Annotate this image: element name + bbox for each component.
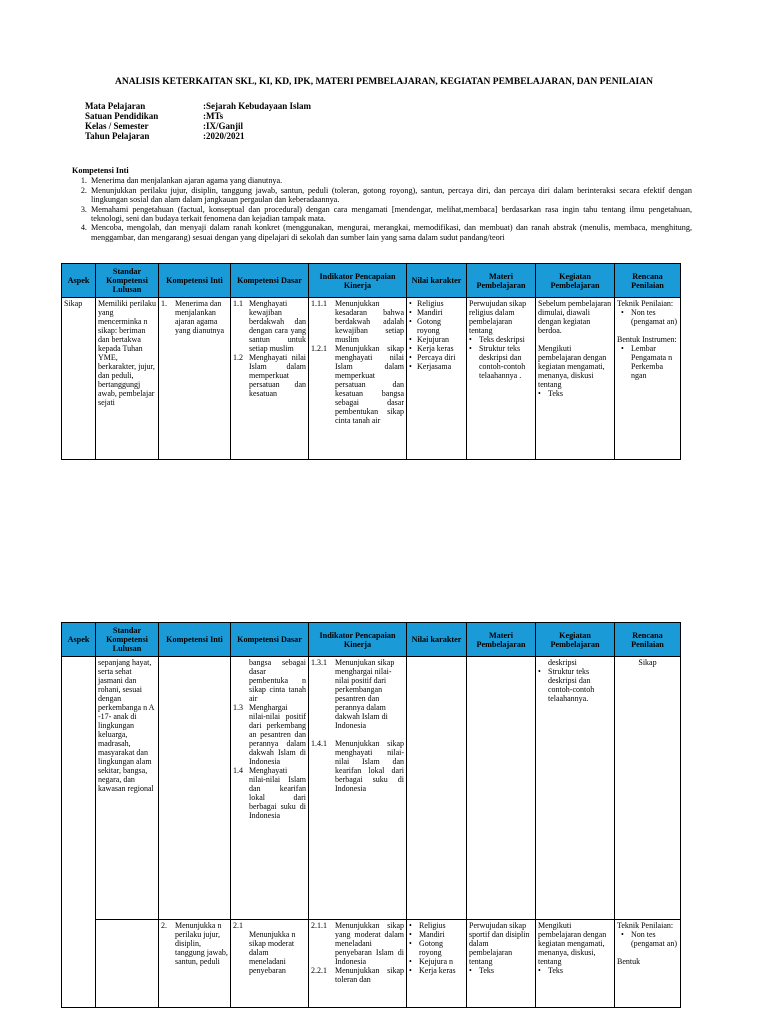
meta-label: Satuan Pendidikan: [85, 111, 159, 121]
kompetensi-inti-section: [72, 166, 692, 242]
ki-list: [72, 176, 692, 242]
table-row: [62, 920, 681, 1008]
table-header-row: [62, 264, 681, 298]
cell-kegiatan: Mengikuti pembelajaran dengan kegiatan mengamati, menanya, diskusi, tentang • Teks: [536, 920, 615, 1008]
cell-ki: [159, 657, 231, 920]
analysis-table-2: [61, 622, 681, 1008]
header-kegiatan: Kegiatan Pembelajaran: [536, 623, 615, 657]
header-nilai: Nilai karakter: [407, 623, 467, 657]
header-aspek: Aspek: [62, 264, 96, 298]
cell-rencana: Sikap: [615, 657, 681, 920]
cell-ipk: 1.3.1 Menunjukan sikap menghargai nilai-nilai positif dari perkembangan pesantren dan perannya dalam dakwah Islam di Indonesia 1.4.1 Menunjukkan sikap menghayati nilai-nilai Islam dan kearifan lokal dari berbagai suku di Indonesia: [309, 657, 407, 920]
list-item: 1. Menerima dan menjalankan ajaran agama yang dianutnya.: [89, 176, 692, 185]
header-aspek: Aspek: [62, 623, 96, 657]
header-ipk: Indikator Pencapaian Kinerja: [309, 623, 407, 657]
cell-kd: bangsa sebagai dasar pembentuka n sikap cinta tanah air 1.3 Menghargai nilai-nilai positif dari perkembang an pesantren dan perannya dalam dakwah Islam di Indonesia 1.4 Menghayati nilai-nilai Islam dan kearifan lokal dari berbagai suku di Indonesia: [231, 657, 309, 920]
cell-skl: sepanjang hayat, serta sehat jasmani dan rohani, sesuai dengan perkembanga n A -17- anak di lingkungan keluarga, madrasah, masyarakat dan lingkungan alam sekitar, bangsa, negara, dan kawasan regional: [96, 657, 159, 920]
header-kd: Kompetensi Dasar: [231, 623, 309, 657]
cell-ki: 2. Menunjukka n perilaku jujur, disiplin, tanggung jawab, santun, peduli: [159, 920, 231, 1008]
list-item: 3. Memahami pengetahuan (factual, konseptual dan procedural) dengan cara mengamati [mendengar, melihat,membaca] berdasarkan rasa ingin tahu tentang ilmu pengetahuan, teknologi, seni dan budaya terkait fenomena dan kejadian tampak mata.: [89, 205, 692, 224]
cell-kd: 2.1 Menunjukka n sikap moderat dalam meneladani penyebaran: [231, 920, 309, 1008]
meta-value: :2020/2021: [203, 131, 245, 141]
section-heading: Kompetensi Inti: [72, 166, 129, 175]
header-materi: Materi Pembelajaran: [467, 264, 536, 298]
meta-label: Tahun Pelajaran: [85, 131, 150, 141]
cell-aspek: Sikap: [62, 298, 96, 460]
list-item: 4. Mencoba, mengolah, dan menyaji dalam ranah konkret (menggunakan, mengurai, merangkai, memodifikasi, dan membuat) dan ranah abstrak (menulis, membaca, menghitung, menggambar, dan mengarang) sesuai dengan yang dipelajari di sekolah dan sumber lain yang sama dalam sudut pandang/teori: [89, 223, 692, 242]
cell-rencana: Teknik Penilaian: • Non tes (pengamat an) Bentuk: [615, 920, 681, 1008]
cell-ipk: 2.1.1 Menunjukkan sikap yang moderat dalam meneladani penyebaran Islam di Indonesia 2.2.1 Menunjukkan sikap toleran dan: [309, 920, 407, 1008]
header-skl: Standar Kompetensi Lulusan: [96, 264, 159, 298]
header-rencana: Rencana Penilaian: [615, 623, 681, 657]
cell-nilai: • Religius • Mandiri • Gotong royong • Kejujuran • Kerja keras • Percaya diri • Kerjasama: [407, 298, 467, 460]
header-materi: Materi Pembelajaran: [467, 623, 536, 657]
table-row: [62, 298, 681, 460]
meta-label: Mata Pelajaran: [85, 101, 146, 111]
subject-info: [85, 101, 311, 141]
cell-skl: Memiliki perilaku yang mencerminka n sikap: beriman dan bertakwa kepada Tuhan YME, berkarakter, jujur, dan peduli, bertanggungj awab, pembelajar sejati: [96, 298, 159, 460]
meta-value: :IX/Ganjil: [203, 121, 244, 131]
cell-aspek: [62, 657, 96, 1008]
meta-row: [85, 111, 311, 121]
analysis-table-1: [61, 263, 681, 460]
header-kd: Kompetensi Dasar: [231, 264, 309, 298]
cell-materi: Perwujudan sikap sportif dan disiplin dalam pembelajaran tentang • Teks: [467, 920, 536, 1008]
cell-materi: [467, 657, 536, 920]
meta-value: :MTs: [203, 111, 224, 121]
cell-rencana: Teknik Penilaian: • Non tes (pengamat an) Bentuk Instrumen: • Lembar Pengamata n Perkemba ngan: [615, 298, 681, 460]
cell-nilai: [407, 657, 467, 920]
meta-row: [85, 101, 311, 111]
header-ipk: Indikator Pencapaian Kinerja: [309, 264, 407, 298]
cell-kegiatan: Sebelum pembelajaran dimulai, diawali dengan kegiatan berdoa. Mengikuti pembelajaran dengan kegiatan mengamati, menanya, diskusi tentang • Teks: [536, 298, 615, 460]
header-ki: Kompetensi Inti: [159, 623, 231, 657]
meta-label: Kelas / Semester: [85, 121, 149, 131]
header-skl: Standar Kompetensi Lulusan: [96, 623, 159, 657]
document-title: ANALISIS KETERKAITAN SKL, KI, KD, IPK, MATERI PEMBELAJARAN, KEGIATAN PEMBELAJARAN, DAN PENILAIAN: [115, 77, 653, 87]
header-kegiatan: Kegiatan Pembelajaran: [536, 264, 615, 298]
header-rencana: Rencana Penilaian: [615, 264, 681, 298]
meta-row: [85, 121, 311, 131]
table-header-row: [62, 623, 681, 657]
cell-skl: [96, 920, 159, 1008]
cell-materi: Perwujudan sikap religius dalam pembelajaran tentang • Teks deskripsi • Struktur teks deskripsi dan contoh-contoh telaahannya .: [467, 298, 536, 460]
cell-kegiatan: deskripsi • Struktur teks deskripsi dan contoh-contoh telaahannya.: [536, 657, 615, 920]
cell-nilai: • Religius • Mandiri • Gotong royong • Kejujura n • Kerja keras: [407, 920, 467, 1008]
header-ki: Kompetensi Inti: [159, 264, 231, 298]
meta-row: [85, 131, 311, 141]
list-item: 2. Menunjukkan perilaku jujur, disiplin, tanggung jawab, santun, peduli (toleran, gotong royong), santun, percaya diri, dan percaya diri dalam berinteraksi secara efektif dengan lingkungan sosial dan alam dalam jangkauan pergaulan dan keberadaannya.: [89, 186, 692, 205]
cell-ipk: 1.1.1 Menunjukkan kesadaran bahwa berdakwah adalah kewajiban setiap muslim 1.2.1 Menunjukkan sikap menghayati nilai Islam dalam memperkuat persatuan dan kesatuan bangsa sebagai dasar pembentukan sikap cinta tanah air: [309, 298, 407, 460]
table-row: [62, 657, 681, 920]
cell-ki: 1. Menerima dan menjalankan ajaran agama yang dianutnya: [159, 298, 231, 460]
meta-value: :Sejarah Kebudayaan Islam: [203, 101, 312, 111]
cell-kd: 1.1 Menghayati kewajiban berdakwah dan dengan cara yang santun untuk setiap muslim 1.2 Menghayati nilai Islam dalam memperkuat persatuan dan kesatuan: [231, 298, 309, 460]
header-nilai: Nilai karakter: [407, 264, 467, 298]
